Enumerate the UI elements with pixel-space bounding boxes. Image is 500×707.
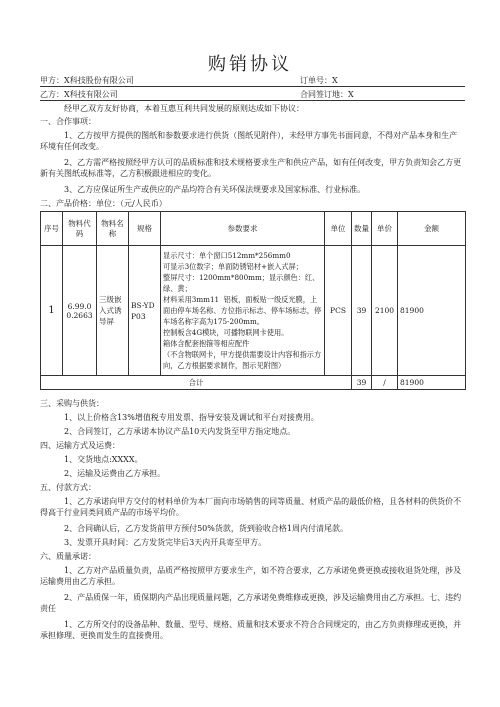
col-header-params: 参数要求: [161, 212, 325, 246]
section-heading: 四、运输方式及运费：: [40, 441, 120, 450]
cell-seq: 1: [41, 246, 63, 376]
paragraph: 1、交货地点:XXXX。: [64, 455, 143, 464]
paragraph: 1、以上价格含13%增值税专用发票、指导安装及调试和平台对接费用。: [64, 413, 319, 422]
table-row: [41, 246, 466, 376]
paragraph: 1、乙方所交付的设备品种、数量、型号、规格、质量和技术要求不符合合同规定的，由乙方负责修理或更换，并承担修理、更换而发生的直接费用。: [40, 620, 462, 640]
total-price: /: [372, 376, 398, 390]
cell-price: 2100: [372, 246, 398, 376]
col-header-code: 物料代码: [63, 212, 97, 246]
table-header-row: [41, 212, 466, 246]
paragraph: 1、乙方按甲方提供的图纸和参数要求进行供货（图纸见附件），未经甲方事先书面同意，不得对产品本身和生产环境有任何改变。: [40, 131, 458, 151]
paragraph: 1、乙方对产品质量负责，品质严格按照甲方要求生产，如不符合要求，乙方承诺免费更换或接收退货处理，涉及运输费用由乙方承担。: [40, 566, 462, 586]
total-label: 合计: [41, 376, 352, 390]
total-qty: 39: [352, 376, 372, 390]
param-line: （不含物联网卡，甲方提供需要设计内容和指示方向，乙方根据要求制作，图示见附图）: [163, 350, 322, 370]
section-heading: 三、采购与供货：: [40, 399, 104, 408]
cell-code: [63, 246, 97, 376]
col-header-amount: 金额: [398, 212, 466, 246]
cell-qty: 39: [352, 246, 372, 376]
paragraph: 2、乙方需严格按照经甲方认可的品质标准和技术规格要求生产和供应产品，如有任何改变，甲方负责知会乙方更新有关图纸或标准等，乙方积极跟进相应的变化。: [40, 158, 462, 178]
doc-title: 购销协议: [208, 54, 292, 75]
col-header-spec: 规格: [129, 212, 161, 246]
cell-spec: BS-YDP03: [129, 246, 161, 376]
param-line: 箱体含配套抱箍等相应配件: [163, 339, 250, 348]
paragraph: 1、乙方承诺向甲方交付的材料单价为本厂面向市场销售的同等质量、材质产品的最低价格，且各材料的供货价不得高于行业同类同质产品的市场平均价。: [40, 497, 462, 517]
paragraph: 3、发票开具时间：乙方发货完毕后3天内开具寄至甲方。: [64, 538, 267, 547]
param-line: 整屏尺寸：1200mm*800mm；显示颜色：红、绿、黄；: [163, 273, 320, 293]
section-heading: 二、产品价格：单位：（元/人民币）: [40, 199, 167, 208]
col-header-price: 单价: [372, 212, 398, 246]
order-number: 订单号：X: [300, 76, 338, 85]
cell-params: [161, 246, 325, 376]
code-line: 6.99.0: [67, 301, 92, 311]
section-heading: 五、付款方式：: [40, 483, 96, 492]
param-line: 控制板含4G模块，可播物联网卡使用。: [163, 328, 289, 337]
party-a: 甲方：X科技股份有限公司: [40, 76, 134, 85]
code-line: 0.2663: [66, 310, 93, 320]
param-line: 显示尺寸：单个窗口512mm*256mm0: [163, 251, 291, 260]
col-header-qty: 数量: [352, 212, 372, 246]
param-line: 材料采用3mm11 铝板，面板贴一级反光膜，上面由停车场名称、方位指示标志、停车场标志，停车场名称字高为175-200mm。: [163, 295, 322, 326]
cell-unit: PCS: [325, 246, 352, 376]
price-table: [40, 211, 466, 390]
cell-name: 三级嵌入式诱导屏: [97, 246, 129, 376]
section-heading: 六、质量承诺：: [40, 552, 96, 561]
sign-place: 合同签订地：X: [300, 90, 354, 99]
divider: [40, 86, 465, 87]
paragraph: 3、乙方应保证所生产或供应的产品均符合有关环保法规要求及国家标准、行业标准。: [64, 185, 366, 194]
table-total-row: [41, 376, 466, 390]
divider: [40, 100, 465, 101]
paragraph: 2、运输及运费由乙方承担。: [64, 469, 166, 478]
paragraph: 2、合同签订，乙方承诺本协议产品10天内发货至甲方指定地点。: [64, 427, 296, 436]
cell-amount: 81900: [398, 246, 466, 376]
intro-paragraph: 经甲乙双方友好协商，本着互惠互利共同发展的原则达成如下协议：: [64, 104, 304, 113]
col-header-name: 物料名称: [97, 212, 129, 246]
section-heading: 一、合作事项：: [40, 117, 96, 126]
col-header-seq: 序号: [41, 212, 63, 246]
param-line: 可显示3位数字；单面防锈铝材+嵌入式屏；: [163, 262, 303, 271]
col-header-unit: 单位: [325, 212, 352, 246]
total-amount: 81900: [398, 376, 466, 390]
paragraph: 2、合同确认后，乙方发货前甲方预付50%货款，货到验收合格1周内付清尾款。: [64, 524, 348, 533]
party-b: 乙方：X科技有限公司: [40, 90, 118, 99]
paragraph: 2、产品质保一年，质保期内产品出现质量问题，乙方承诺免费维修或更换，涉及运输费用由乙方承担。七、违约责任: [40, 593, 462, 613]
